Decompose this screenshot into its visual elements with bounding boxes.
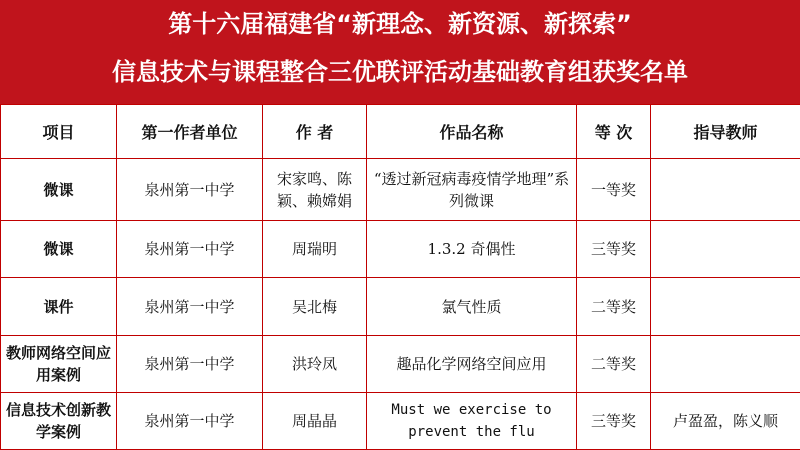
cell-award: 二等奖: [577, 335, 651, 392]
cell-award: 三等奖: [577, 221, 651, 278]
cell-unit: 泉州第一中学: [117, 221, 263, 278]
header-title: 作品名称: [367, 105, 577, 159]
cell-project: 教师网络空间应用案例: [1, 335, 117, 392]
cell-award: 一等奖: [577, 159, 651, 221]
cell-project: 微课: [1, 159, 117, 221]
cell-project: 信息技术创新教学案例: [1, 392, 117, 449]
cell-award: 三等奖: [577, 392, 651, 449]
title-line-1: 第十六届福建省“新理念、新资源、新探索”: [168, 10, 632, 38]
header-author: 作 者: [263, 105, 367, 159]
cell-author: 洪玲凤: [263, 335, 367, 392]
header-advisor: 指导教师: [651, 105, 800, 159]
table-header-row: [1, 105, 800, 159]
table-row: [1, 335, 800, 392]
header-unit: 第一作者单位: [117, 105, 263, 159]
cell-author: 吴北梅: [263, 278, 367, 335]
header-award: 等 次: [577, 105, 651, 159]
cell-title: Must we exercise to prevent the flu: [367, 392, 577, 449]
title-line-2: 信息技术与课程整合三优联评活动基础教育组获奖名单: [112, 58, 688, 86]
award-table: [0, 104, 800, 450]
table-row: [1, 392, 800, 449]
title-banner: [0, 0, 800, 104]
cell-advisor: 卢盈盈，陈义顺: [651, 392, 800, 449]
cell-unit: 泉州第一中学: [117, 159, 263, 221]
cell-author: 宋家鸣、陈颖、赖嫦娟: [263, 159, 367, 221]
cell-author: 周瑞明: [263, 221, 367, 278]
cell-unit: 泉州第一中学: [117, 278, 263, 335]
table-row: [1, 221, 800, 278]
cell-advisor: [651, 159, 800, 221]
cell-title: 趣品化学网络空间应用: [367, 335, 577, 392]
cell-project: 微课: [1, 221, 117, 278]
table-row: [1, 159, 800, 221]
cell-title: 氯气性质: [367, 278, 577, 335]
cell-title: 1.3.2 奇偶性: [367, 221, 577, 278]
cell-advisor: [651, 278, 800, 335]
cell-title: “透过新冠病毒疫情学地理”系列微课: [367, 159, 577, 221]
cell-advisor: [651, 221, 800, 278]
cell-author: 周晶晶: [263, 392, 367, 449]
table-row: [1, 278, 800, 335]
cell-award: 二等奖: [577, 278, 651, 335]
header-project: 项目: [1, 105, 117, 159]
cell-unit: 泉州第一中学: [117, 335, 263, 392]
cell-unit: 泉州第一中学: [117, 392, 263, 449]
cell-project: 课件: [1, 278, 117, 335]
cell-advisor: [651, 335, 800, 392]
